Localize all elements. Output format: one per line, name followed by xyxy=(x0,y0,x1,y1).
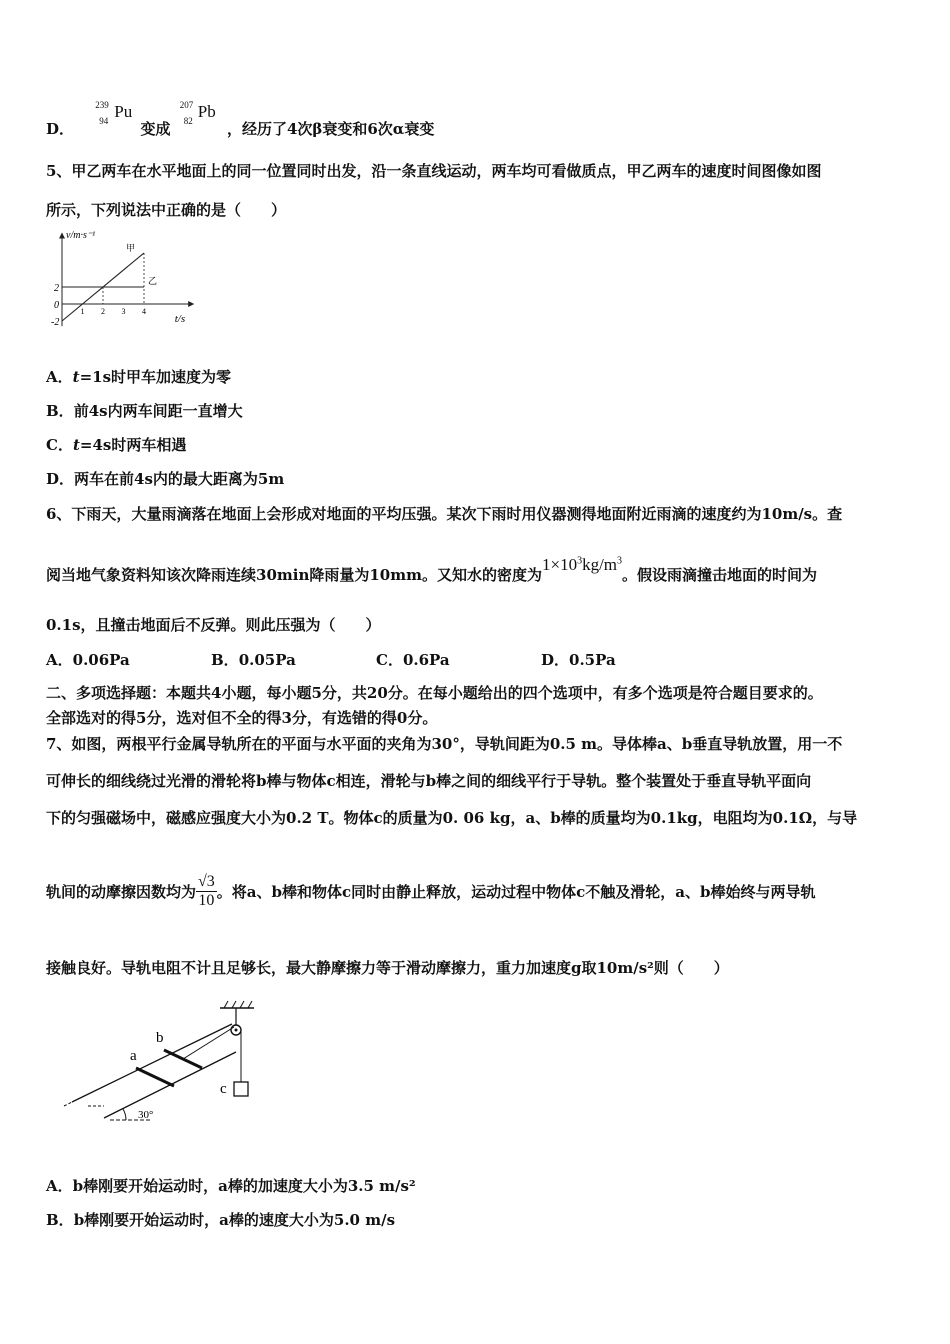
option-d-q4: D． 239 94 Pu 变成 207 82 Pb ，经历了4次β衰变和6次α衰变 xyxy=(46,100,435,138)
rod-a xyxy=(136,1068,174,1086)
plutonium-isotope: 239 94 Pu xyxy=(95,100,133,126)
velocity-time-chart xyxy=(46,226,196,338)
friction-coefficient-fraction: $\frac{√3}{10}$ xyxy=(198,873,215,909)
label-b: b xyxy=(156,1030,164,1046)
q6-stem-line2: 阅当地气象资料知该次降雨连续30min降雨量为10mm。又知水的密度为$1\times 10^3kg/m^3$。假设雨滴撞击地面的时间为 xyxy=(46,555,818,584)
q7-option-b: B．b棒刚要开始运动时，a棒的速度大小为5.0 m/s xyxy=(46,1211,396,1229)
x-axis-label: t/s xyxy=(174,313,186,325)
q6-option-a: A．0.06Pa xyxy=(46,651,130,669)
q5-stem-line2: 所示，下列说法中正确的是（ ） xyxy=(46,201,287,219)
rails-pulley-diagram xyxy=(60,998,270,1130)
q7-option-a: A．b棒刚要开始运动时，a棒的加速度大小为3.5 m/s² xyxy=(46,1177,416,1195)
angle-arc xyxy=(123,1109,126,1120)
lead-isotope: 207 82 Pb xyxy=(179,100,216,126)
q5-stem-line1: 5、甲乙两车在水平地面上的同一位置同时出发，沿一条直线运动，两车均可看做质点，甲乙两车的速度时间图像如图 xyxy=(46,162,822,180)
q6-option-c: C．0.6Pa xyxy=(376,651,450,669)
q7-stem-line4: 轨间的动摩擦因数均为 $\frac{√3}{10}$ 。将a、b棒和物体c同时由静止释放，运动过程中物体c不触及滑轮，a、b棒始终与两导轨 xyxy=(46,873,816,909)
x-tick-label: 3 xyxy=(121,307,126,316)
y-tick-label: -2 xyxy=(51,317,60,328)
ceiling-hatch xyxy=(224,1001,252,1008)
string-to-pulley xyxy=(183,1027,234,1059)
x-tick-label: 2 xyxy=(101,307,105,316)
series-label: 甲 xyxy=(126,243,136,253)
section2-header-line1: 二、多项选择题：本题共4小题，每小题5分，共20分。在每小题给出的四个选项中，有多个选项是符合题目要求的。 xyxy=(46,684,823,702)
label-a: a xyxy=(130,1048,137,1064)
q6-option-b: B．0.05Pa xyxy=(211,651,296,669)
x-tick-label: 1 xyxy=(80,307,85,316)
section2-header-line2: 全部选对的得5分，选对但不全的得3分，有选错的得0分。 xyxy=(46,709,438,727)
q5-option-b: B．前4s内两车间距一直增大 xyxy=(46,402,243,420)
q6-stem-line3: 0.1s，且撞击地面后不反弹。则此压强为（ ） xyxy=(46,616,381,634)
label-c: c xyxy=(220,1081,227,1097)
y-axis-label: v/m·s⁻¹ xyxy=(66,230,96,241)
q7-stem-line1: 7、如图，两根平行金属导轨所在的平面与水平面的夹角为30°，导轨间距为0.5 m。导体棒a、b垂直导轨放置，用一不 xyxy=(46,735,843,753)
y-tick-label: 0 xyxy=(54,300,59,311)
q5-option-d: D．两车在前4s内的最大距离为5m xyxy=(46,470,285,488)
q6-option-d: D．0.5Pa xyxy=(541,651,616,669)
q7-stem-line3: 下的匀强磁场中，磁感应强度大小为0.2 T。物体c的质量为0. 06 kg，a、b棒的质量均为0.1kg，电阻均为0.1Ω，与导 xyxy=(46,809,858,827)
y-tick-label: 2 xyxy=(54,283,59,294)
q5-option-c: C．t=4s时两车相遇 xyxy=(46,436,187,454)
q5-option-a: A．t=1s时甲车加速度为零 xyxy=(46,368,232,386)
rail-upper xyxy=(72,1024,232,1102)
block-c xyxy=(234,1082,248,1096)
q6-stem-line1: 6、下雨天，大量雨滴落在地面上会形成对地面的平均压强。某次下雨时用仪器测得地面附近雨滴的速度约为10m/s。查 xyxy=(46,505,843,523)
label-angle: 30° xyxy=(138,1109,154,1121)
series-label: 乙 xyxy=(148,276,158,286)
water-density-value: $1\times 10^3kg/m^3$ xyxy=(541,555,623,574)
x-tick-label: 4 xyxy=(142,307,146,316)
q7-stem-line5: 接触良好。导轨电阻不计且足够长，最大静摩擦力等于滑动摩擦力，重力加速度g取10m/s²则（ ） xyxy=(46,959,729,977)
q7-stem-line2: 可伸长的细线绕过光滑的滑轮将b棒与物体c相连，滑轮与b棒之间的细线平行于导轨。整个装置处于垂直导轨平面向 xyxy=(46,772,812,790)
